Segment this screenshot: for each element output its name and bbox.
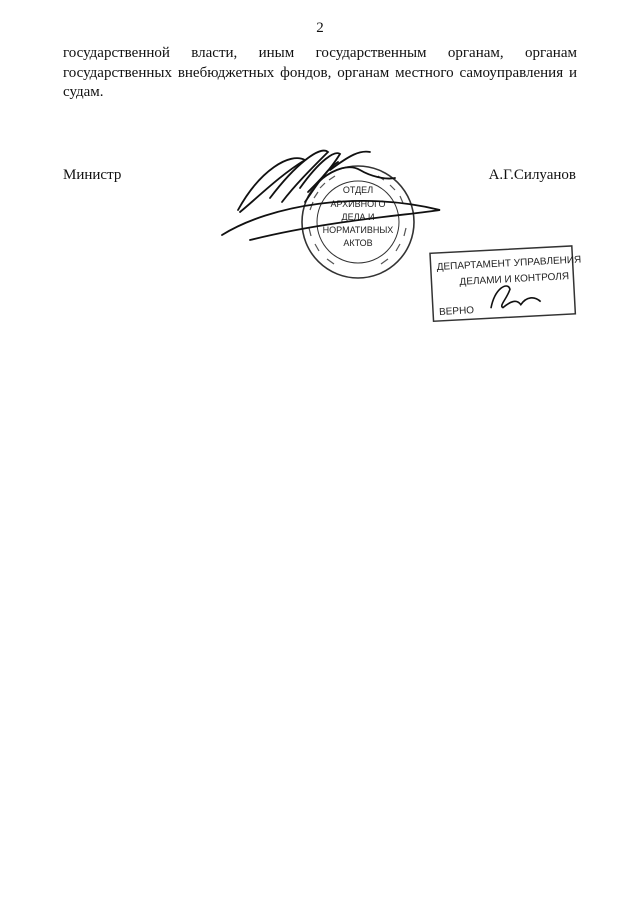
signer-title: Министр bbox=[63, 167, 122, 183]
seal-line: АРХИВНОГО bbox=[330, 199, 386, 209]
stamp-line: ВЕРНО bbox=[438, 305, 475, 318]
body-line: государственных внебюджетных фондов, органам местного самоуправления и bbox=[63, 64, 577, 81]
stamp-initials bbox=[490, 284, 541, 308]
seal-line: ДЕЛА И bbox=[341, 212, 375, 222]
signer-name: А.Г.Силуанов bbox=[488, 167, 576, 183]
seal-line: ОТДЕЛ bbox=[342, 185, 374, 195]
seal-line: НОРМАТИВНЫХ bbox=[322, 225, 394, 235]
page-number: 2 bbox=[316, 20, 324, 36]
stamp-line: ДЕЛАМИ И КОНТРОЛЯ bbox=[459, 271, 570, 288]
stamp-line: ДЕПАРТАМЕНТ УПРАВЛЕНИЯ bbox=[436, 254, 582, 274]
signature-and-seal bbox=[210, 140, 590, 340]
body-paragraph bbox=[63, 44, 577, 103]
body-line: государственной власти, иным государственным органам, органам bbox=[63, 45, 577, 61]
certification-stamp bbox=[430, 245, 584, 321]
seal-line: АКТОВ bbox=[343, 238, 373, 248]
body-line: судам. bbox=[63, 84, 104, 100]
